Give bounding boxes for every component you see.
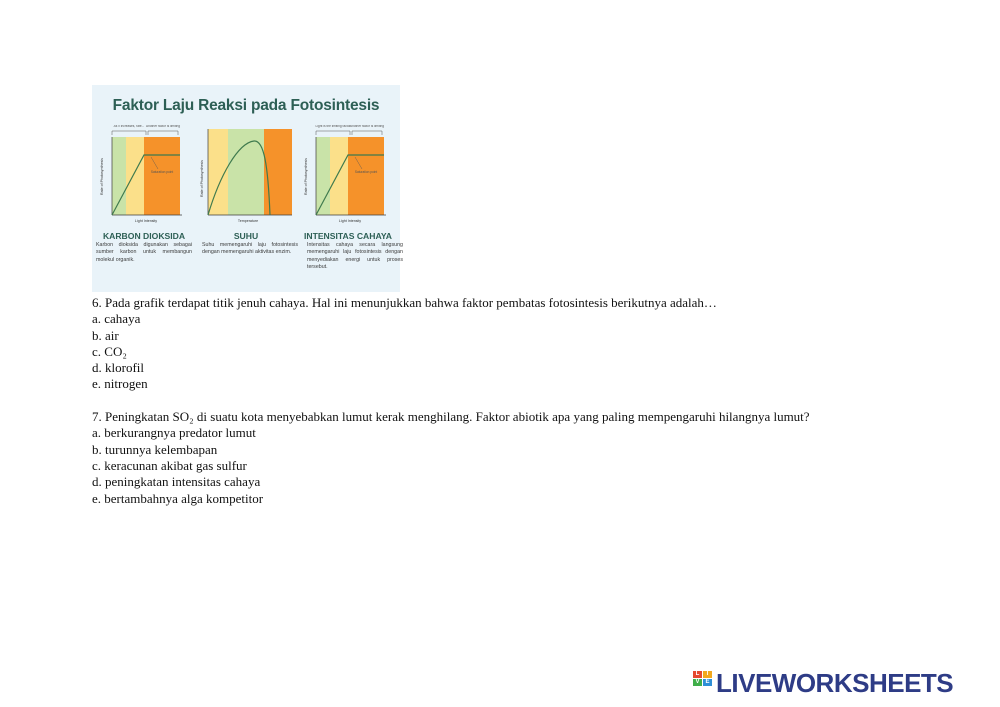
co2-x-axis-label: Light Intensity xyxy=(134,219,158,223)
question-spacer xyxy=(92,393,972,409)
photosynthesis-infographic xyxy=(92,85,403,292)
logo-letter-i: I xyxy=(703,671,712,678)
question-7-option-d[interactable]: d. peningkatan intensitas cahaya xyxy=(92,474,261,490)
question-6-option-e[interactable]: e. nitrogen xyxy=(92,376,148,392)
co2-y-axis-label: Rate of Photosynthesis xyxy=(100,158,104,195)
liveworksheets-logo-mark xyxy=(693,671,712,695)
question-6-option-a[interactable]: a. cahaya xyxy=(92,311,141,327)
temperature-graph xyxy=(198,125,294,229)
co2-top-note-1: As x increases, rate... xyxy=(113,125,145,128)
logo-letter-l: L xyxy=(693,671,702,678)
light-saturation-note: Saturation point xyxy=(354,170,378,174)
question-7-text: 7. Peningkatan SO₂ di suatu kota menyebabkan lumut kerak menghilang. Faktor abiotik apa yang paling mempengaruhi hilangnya lumut? xyxy=(92,409,810,425)
question-7-option-e[interactable]: e. bertambahnya alga kompetitor xyxy=(92,490,264,506)
light-top-note-2: Another factor is limiting xyxy=(349,125,385,128)
temp-y-axis-label: Rate of Photosynthesis xyxy=(200,160,204,197)
temperature-panel-label: SUHU xyxy=(233,231,259,241)
question-7-option-a[interactable]: a. berkurangnya predator lumut xyxy=(92,425,256,441)
logo-letter-v: V xyxy=(693,679,702,686)
figure-title: Faktor Laju Reaksi pada Fotosintesis xyxy=(112,97,380,114)
logo-text: LIVEWORKSHEETS xyxy=(716,667,954,698)
light-intensity-graph xyxy=(300,125,396,229)
question-6-option-c[interactable]: c. CO₂ xyxy=(92,343,127,359)
co2-saturation-note: Saturation point xyxy=(150,170,174,174)
co2-panel-label: KARBON DIOKSIDA xyxy=(102,231,186,241)
temp-x-axis-label: Temperature xyxy=(237,219,259,223)
question-6-text: 6. Pada grafik terdapat titik jenuh cahaya. Hal ini menunjukkan bahwa faktor pembatas fotosintesis berikutnya adalah… xyxy=(92,295,717,310)
light-panel-description: Intensitas cahaya secara langsung memengaruhi laju fotosintesis dengan menyediakan energi untuk proses tersebut. xyxy=(307,242,403,271)
temperature-panel-description: Suhu memengaruhi laju fotosintesis dengan memengaruhi aktivitas enzim. xyxy=(202,242,298,256)
question-list xyxy=(92,295,972,507)
light-top-note-1: Light is the limiting factor xyxy=(315,125,351,128)
question-6-option-d[interactable]: d. klorofil xyxy=(92,360,144,376)
light-panel-label: INTENSITAS CAHAYA xyxy=(303,231,393,241)
co2-top-note-2: Another factor is limiting xyxy=(145,125,181,128)
question-6-option-b[interactable]: b. air xyxy=(92,327,119,343)
liveworksheets-logo xyxy=(693,669,953,697)
co2-panel-description: Karbon dioksida digunakan sebagai sumber karbon untuk membangun molekul organik. xyxy=(96,242,192,263)
question-7-option-b[interactable]: b. turunnya kelembapan xyxy=(92,441,218,457)
light-y-axis-label: Rate of Photosynthesis xyxy=(304,158,308,195)
question-7-option-c[interactable]: c. keracunan akibat gas sulfur xyxy=(92,457,247,473)
logo-letter-e: E xyxy=(703,679,712,686)
co2-graph xyxy=(96,125,192,229)
light-x-axis-label: Light Intensity xyxy=(338,219,362,223)
